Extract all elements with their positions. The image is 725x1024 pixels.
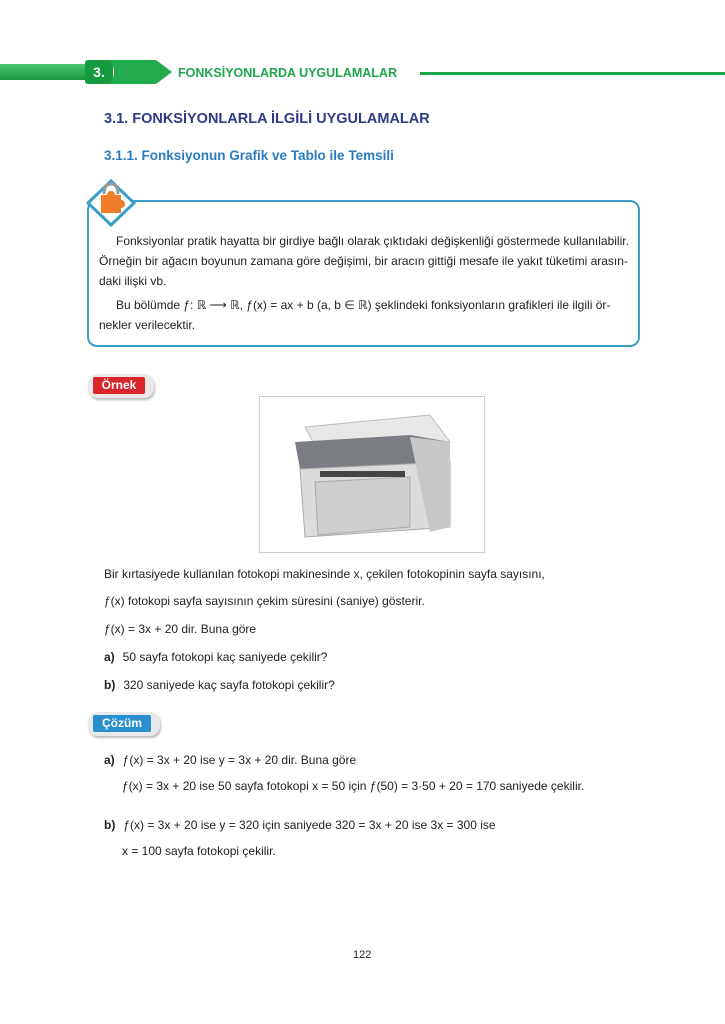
solution-a-line: ƒ(x) = 3x + 20 ise 50 sayfa fotokopi x = 50 için ƒ(50) = 3·50 + 20 = 170 saniyede çekilir. — [122, 779, 585, 793]
example-line: Bir kırtasiyede kullanılan fotokopi makinesinde x, çekilen fotokopinin sayfa sayısını, — [104, 567, 545, 581]
chapter-title: FONKSİYONLARDA UYGULAMALAR — [178, 66, 397, 80]
chapter-rule — [420, 72, 725, 75]
example-line: ƒ(x) fotokopi sayfa sayısının çekim süresini (saniye) gösterir. — [104, 594, 425, 608]
section-title: 3.1. FONKSİYONLARLA İLGİLİ UYGULAMALAR — [104, 111, 430, 127]
intro-line: Örneğin bir ağacın boyunun zamana göre değişimi, bir aracın gittiği mesafe ile yakıt tüketimi arasın- — [99, 254, 628, 268]
subsection-title: 3.1.1. Fonksiyonun Grafik ve Tablo ile Temsili — [104, 148, 394, 163]
intro-line: nekler verilecektir. — [99, 318, 196, 332]
solution-b-line: b) ƒ(x) = 3x + 20 ise y = 320 için saniyede 320 = 3x + 20 ise 3x = 300 ise — [104, 818, 496, 832]
chapter-number-tab: 3. — [85, 60, 113, 84]
question-b: b) 320 saniyede kaç sayfa fotokopi çekilir? — [104, 678, 335, 692]
solution-a-line: a) ƒ(x) = 3x + 20 ise y = 3x + 20 dir. Buna göre — [104, 753, 357, 767]
puzzle-lock-icon — [84, 178, 138, 228]
intro-line: Bu bölümde ƒ: ℝ ⟶ ℝ, ƒ(x) = ax + b (a, b ∈ ℝ) şeklindeki fonksiyonların grafikleri ile ilgili ör- — [116, 298, 611, 312]
photocopier-image — [259, 396, 485, 553]
solution-b-line: x = 100 sayfa fotokopi çekilir. — [122, 844, 276, 858]
example-badge: Örnek — [88, 374, 154, 398]
intro-line: daki ilişki vb. — [99, 274, 167, 288]
question-a: a) 50 sayfa fotokopi kaç saniyede çekilir? — [104, 650, 328, 664]
solution-badge: Çözüm — [88, 712, 160, 736]
chapter-arrow — [110, 60, 174, 84]
intro-line: Fonksiyonlar pratik hayatta bir girdiye bağlı olarak çıktıdaki değişkenliği göstermede kullanılabilir. — [116, 234, 629, 248]
example-line: ƒ(x) = 3x + 20 dir. Buna göre — [104, 622, 257, 636]
page-number: 122 — [353, 949, 372, 961]
